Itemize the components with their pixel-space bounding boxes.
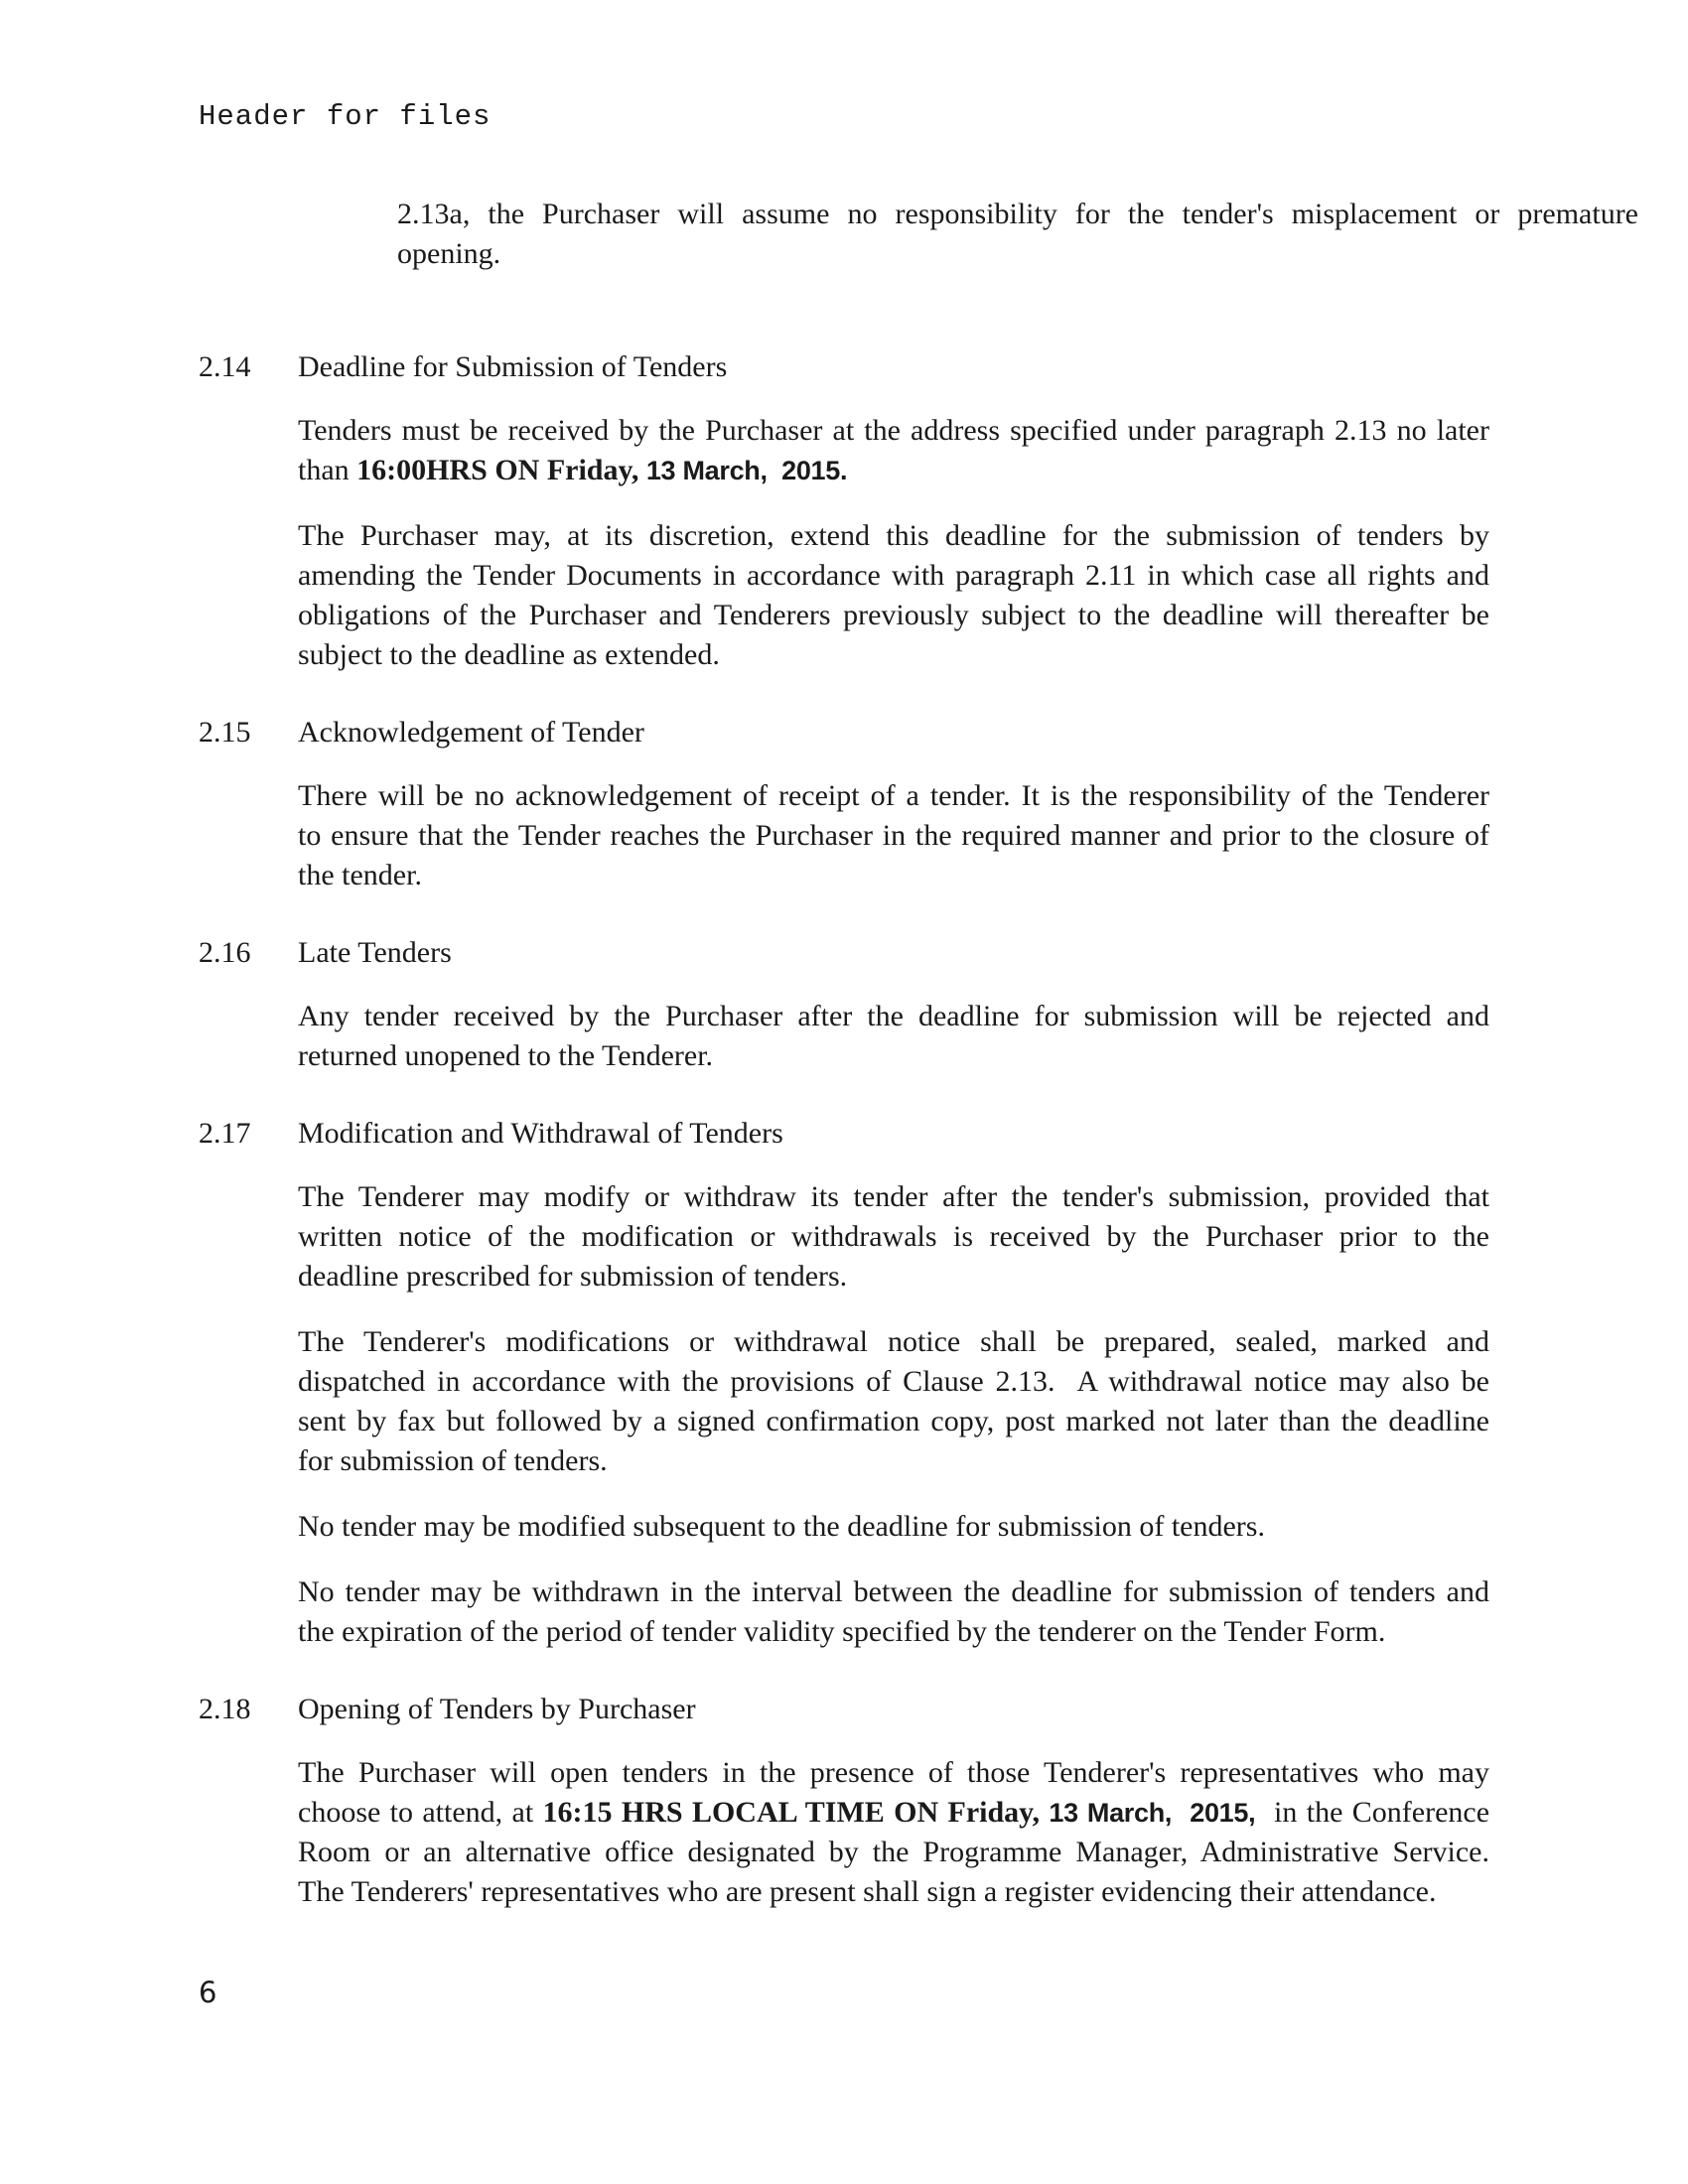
text-run: written notice of the modification or withdrawals is received by the Purchaser prior to the <box>298 1220 1489 1253</box>
text-run: opening. <box>397 237 501 270</box>
section-title: Deadline for Submission of Tenders <box>298 350 728 383</box>
paragraph <box>298 997 1489 1076</box>
text-run: The Tenderer may modify or withdraw its tender after the tender's submission, provided that <box>298 1180 1489 1213</box>
text-line <box>298 1217 1489 1257</box>
text-line <box>298 1177 1489 1217</box>
text-line <box>298 596 1489 635</box>
paragraph <box>298 516 1489 675</box>
section-heading <box>199 1114 1489 1154</box>
section-number: 2.14 <box>199 350 251 383</box>
text-line <box>298 1833 1489 1872</box>
text-line <box>298 816 1489 856</box>
text-run: than <box>298 454 357 486</box>
paragraph <box>298 1753 1489 1912</box>
text-run: There will be no acknowledgement of receipt of a tender. It is the responsibility of the Tenderer <box>298 779 1489 812</box>
section-heading <box>199 1690 1489 1729</box>
text-run-bs: 16:15 HRS LOCAL TIME ON Friday, <box>542 1796 1050 1829</box>
text-line <box>298 451 1489 490</box>
text-run: Tenders must be received by the Purchaser at the address specified under paragraph 2.13 no later <box>298 414 1489 447</box>
text-line <box>298 556 1489 596</box>
text-run: returned unopened to the Tenderer. <box>298 1039 714 1072</box>
text-line <box>298 1036 1489 1076</box>
text-run: sent by fax but followed by a signed confirmation copy, post marked not later than the deadline <box>298 1405 1489 1437</box>
text-run: 2.13a, the Purchaser will assume no responsibility for the tender's misplacement or premature <box>397 198 1638 230</box>
page-header-text: Header for files <box>199 100 492 133</box>
text-line <box>298 1402 1489 1441</box>
section-number: 2.15 <box>199 716 251 749</box>
text-run: dispatched in accordance with the provisions of Clause 2.13. A withdrawal notice may also be <box>298 1365 1489 1398</box>
section-2.16 <box>199 933 1489 1076</box>
text-line <box>397 195 1638 234</box>
text-run: The Purchaser will open tenders in the presence of those Tenderer's representatives who may <box>298 1756 1489 1789</box>
section-number: 2.18 <box>199 1693 251 1725</box>
text-run: Any tender received by the Purchaser after the deadline for submission will be rejected and <box>298 1000 1489 1032</box>
text-run: amending the Tender Documents in accordance with paragraph 2.11 in which case all rights and <box>298 559 1489 592</box>
document-body <box>199 195 1638 1912</box>
section-heading <box>199 713 1489 752</box>
text-line <box>298 1507 1489 1547</box>
text-line <box>397 234 1638 274</box>
text-run: Room or an alternative office designated by the Programme Manager, Administrative Service. <box>298 1836 1489 1868</box>
section-2.17 <box>199 1114 1489 1652</box>
section-heading <box>199 933 1489 973</box>
text-line <box>298 1872 1489 1912</box>
section-number: 2.17 <box>199 1117 251 1150</box>
text-run: The Tenderer's modifications or withdrawal notice shall be prepared, sealed, marked and <box>298 1325 1489 1358</box>
text-run: The Tenderers' representatives who are present shall sign a register evidencing their attendance. <box>298 1875 1437 1908</box>
section-number: 2.16 <box>199 936 251 969</box>
text-run: obligations of the Purchaser and Tenderers previously subject to the deadline will thereafter be <box>298 599 1489 631</box>
text-run: The Purchaser may, at its discretion, extend this deadline for the submission of tenders by <box>298 519 1489 552</box>
text-line <box>298 997 1489 1036</box>
text-line <box>298 856 1489 895</box>
text-run: the expiration of the period of tender validity specified by the tenderer on the Tender Form. <box>298 1615 1386 1648</box>
section-title: Acknowledgement of Tender <box>298 716 644 749</box>
text-run-bs: 16:00HRS ON Friday, <box>356 454 646 486</box>
paragraph <box>298 1507 1489 1547</box>
paragraph <box>298 776 1489 895</box>
section-2.18 <box>199 1690 1490 1912</box>
text-run: No tender may be modified subsequent to the deadline for submission of tenders. <box>298 1510 1265 1543</box>
text-line <box>298 776 1489 816</box>
text-run-bc: 13 March, 2015, <box>1049 1798 1256 1828</box>
text-line <box>298 1441 1489 1481</box>
text-line <box>298 1362 1489 1402</box>
text-line <box>298 1257 1489 1297</box>
text-line <box>298 1612 1489 1652</box>
text-line <box>298 635 1489 675</box>
text-line <box>298 1322 1489 1362</box>
paragraph-continuation-2.13a <box>397 195 1638 274</box>
text-run: for submission of tenders. <box>298 1444 608 1477</box>
paragraph <box>298 1177 1489 1297</box>
text-line <box>298 516 1489 556</box>
section-2.15 <box>199 713 1489 895</box>
page-number: 6 <box>199 1976 217 2009</box>
paragraph <box>298 411 1489 490</box>
text-run: deadline prescribed for submission of tenders. <box>298 1260 848 1293</box>
text-run: choose to attend, at <box>298 1796 543 1829</box>
paragraph <box>298 1572 1489 1652</box>
section-title: Opening of Tenders by Purchaser <box>298 1693 696 1725</box>
section-title: Late Tenders <box>298 936 452 969</box>
section-title: Modification and Withdrawal of Tenders <box>298 1117 783 1150</box>
paragraph <box>298 1322 1489 1481</box>
text-line <box>298 1793 1489 1833</box>
text-run: the tender. <box>298 859 422 891</box>
text-line <box>298 1572 1489 1612</box>
text-run: in the Conference <box>1255 1796 1490 1829</box>
text-line <box>298 411 1489 451</box>
text-run-bc: 13 March, 2015. <box>645 456 848 485</box>
text-run: subject to the deadline as extended. <box>298 638 720 671</box>
section-heading <box>199 347 1489 387</box>
text-line <box>298 1753 1489 1793</box>
section-2.14 <box>199 347 1489 675</box>
text-run: No tender may be withdrawn in the interval between the deadline for submission of tenders and <box>298 1575 1489 1608</box>
text-run: to ensure that the Tender reaches the Purchaser in the required manner and prior to the closure of <box>298 819 1489 852</box>
